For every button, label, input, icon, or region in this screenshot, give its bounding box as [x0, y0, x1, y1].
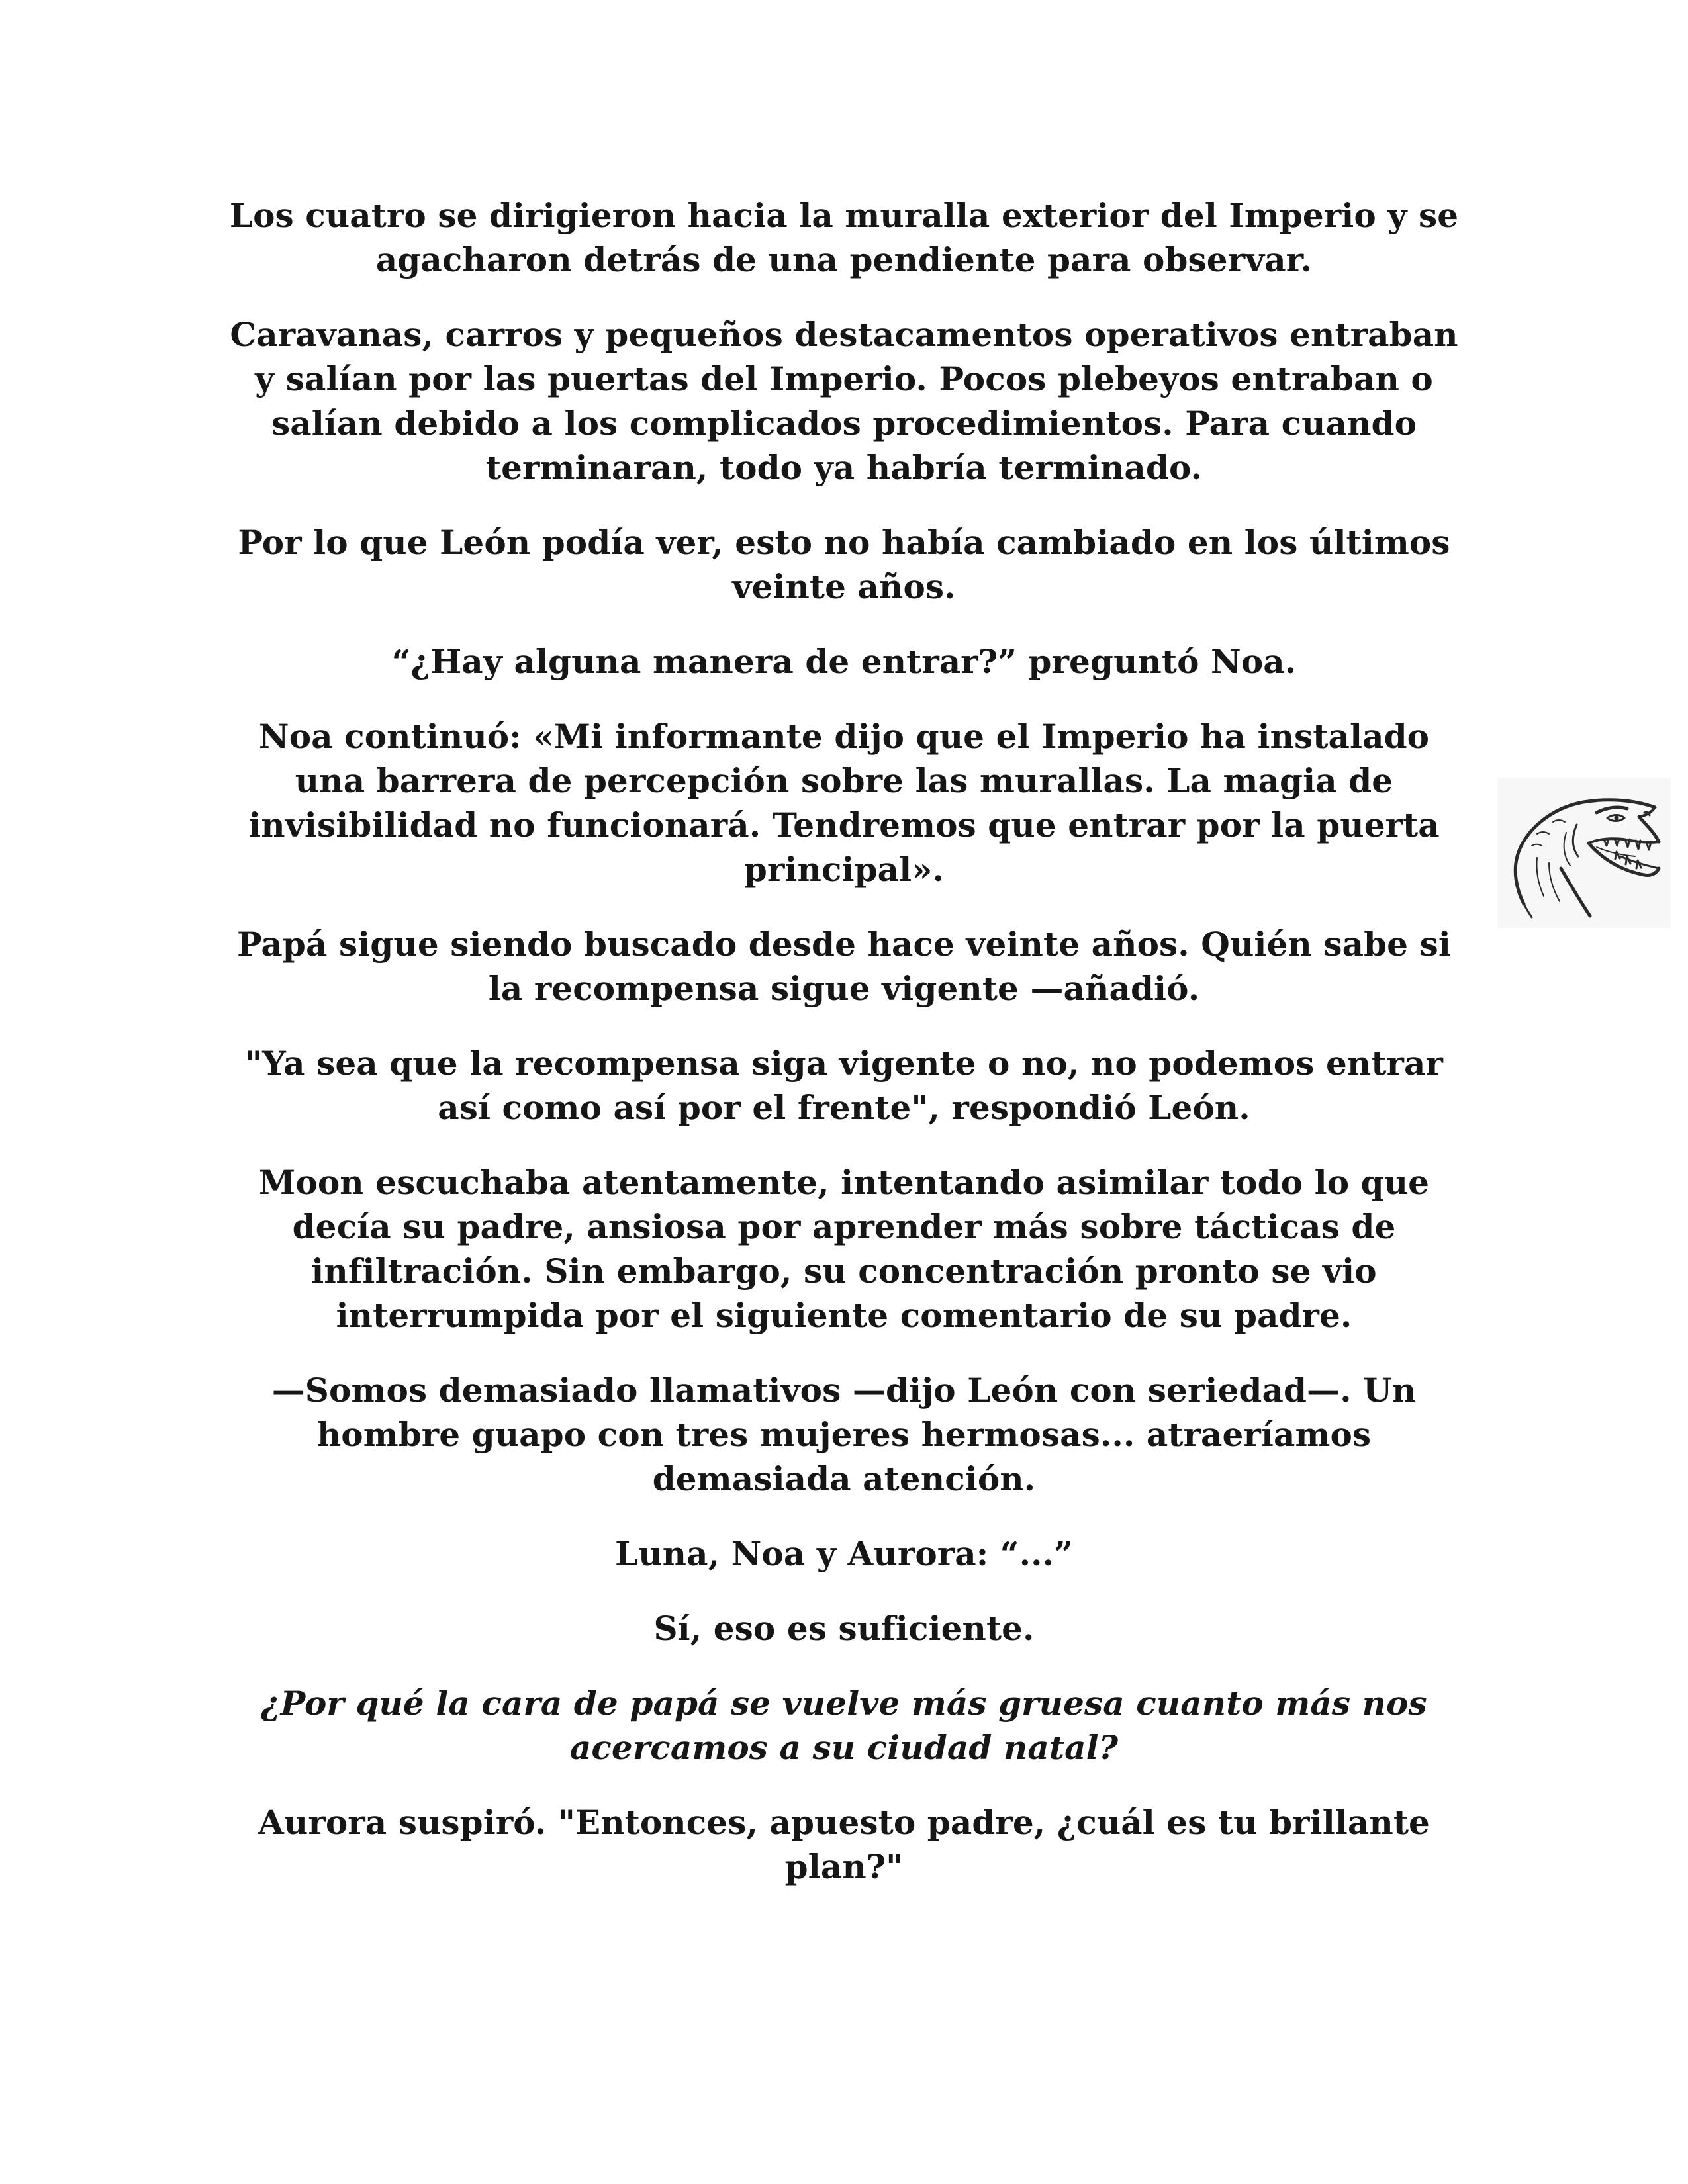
paragraph-11: Sí, eso es suficiente. — [653, 1609, 1035, 1648]
paragraph-2: Caravanas, carros y pequeños destacamentos operativos entraban y salían por las puertas del Imperio. Pocos plebeyos entraban o salían debido a los complicados procedimientos. Para cuando terminaran, todo ya habría terminado. — [230, 315, 1458, 487]
paragraph-1: Los cuatro se dirigieron hacia la muralla exterior del Imperio y se agacharon detrás de una pendiente para observar. — [229, 196, 1459, 279]
paragraph-7: "Ya sea que la recompensa siga vigente o no, no podemos entrar así como así por el frente", respondió León. — [245, 1044, 1443, 1127]
text-column — [225, 193, 1463, 1919]
paragraph-13: Aurora suspiró. "Entonces, apuesto padre, ¿cuál es tu brillante plan?" — [258, 1803, 1430, 1886]
paragraph-4: “¿Hay alguna manera de entrar?” preguntó Noa. — [391, 642, 1297, 681]
dinosaur-head-sketch-icon — [1497, 778, 1671, 928]
paragraph-10: Luna, Noa y Aurora: “...” — [614, 1534, 1074, 1573]
paragraph-8: Moon escuchaba atentamente, intentando asimilar todo lo que decía su padre, ansiosa por aprender más sobre tácticas de infiltración. Sin embargo, su concentración pronto se vio interrumpida por el siguiente comentario de su padre. — [258, 1163, 1430, 1335]
paragraph-6: Papá sigue siendo buscado desde hace veinte años. Quién sabe si la recompensa sigue vigente —añadió. — [237, 925, 1451, 1008]
dinosaur-logo-stamp — [1497, 778, 1671, 928]
paragraph-5: Noa continuó: «Mi informante dijo que el Imperio ha instalado una barrera de percepción sobre las murallas. La magia de invisibilidad no funcionará. Tendremos que entrar por la puerta principal». — [248, 717, 1440, 889]
paragraph-3: Por lo que León podía ver, esto no había cambiado en los últimos veinte años. — [238, 523, 1450, 606]
paragraph-9: —Somos demasiado llamativos —dijo León con seriedad—. Un hombre guapo con tres mujeres hermosas... atraeríamos demasiada atención. — [271, 1371, 1417, 1498]
paragraph-12-italic-thought: ¿Por qué la cara de papá se vuelve más gruesa cuanto más nos acercamos a su ciudad natal? — [261, 1684, 1427, 1767]
